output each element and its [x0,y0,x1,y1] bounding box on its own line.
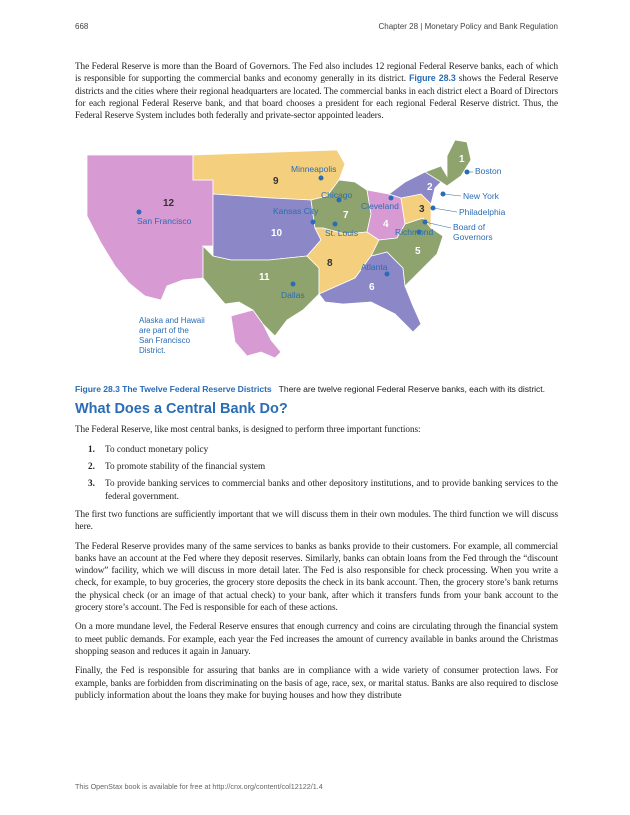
functions-list [75,443,558,502]
cleveland-label: Cleveland [361,201,399,212]
list-text: To provide banking services to commercial banks and other depository institutions, and to provide banking services to the federal government. [105,478,558,501]
dallas-dot [291,282,296,287]
district-number-8: 8 [327,258,333,270]
district-number-7: 7 [343,210,349,222]
functions-lead-paragraph: The Federal Reserve, like most central banks, is designed to perform three important functions: [75,424,421,435]
st-louis-label: St. Louis [325,228,359,239]
district-number-10: 10 [271,228,283,240]
alaska-hawaii-note-line2: are part of the [139,326,189,336]
district-number-2: 2 [427,182,433,194]
alaska-hawaii-note-line4: District. [139,346,166,356]
cleveland-dot [389,196,394,201]
federal-reserve-districts-map [75,128,558,378]
kansas-city-label: Kansas City [273,206,319,217]
alaska-hawaii-note-line1: Alaska and Hawaii [139,316,205,326]
alaska-hawaii-note-line3: San Francisco [139,336,191,346]
body-paragraph: On a more mundane level, the Federal Reserve ensures that enough currency and coins are circulating through the financial system to meet public demands. For example, each year the Fed increases the amount of currency available in banks around the Christmas shopping season and reduces it again in January. [75,621,558,656]
san-francisco-dot [137,210,142,215]
list-number: 3. [88,478,95,489]
minneapolis-label: Minneapolis [291,164,337,175]
new-york-label: New York [463,191,499,202]
district-number-4: 4 [383,219,389,231]
atlanta-dot [385,272,390,277]
board-of-governors-label-line1: Board of [453,222,486,233]
district-number-6: 6 [369,282,375,294]
chicago-label: Chicago [321,190,353,201]
district-number-1: 1 [459,154,465,166]
body-paragraph: The first two functions are sufficiently important that we will discuss them in their own modules. The third function we will discuss here. [75,508,558,532]
district-number-3: 3 [419,204,425,216]
chapter-title: Chapter 28 | Monetary Policy and Bank Regulation [378,22,558,31]
figure-reference-link[interactable]: Figure 28.3 [409,73,456,84]
minneapolis-dot [319,176,324,181]
page-header [75,22,558,36]
list-text: To promote stability of the financial system [105,461,266,472]
list-item [75,460,558,472]
richmond-label: Richmond [395,227,434,238]
caption-text: There are twelve regional Federal Reserve banks, each with its district. [278,384,545,395]
list-text: To conduct monetary policy [105,443,209,454]
kansas-city-dot [311,220,316,225]
district-number-5: 5 [415,246,421,258]
caption-label: Figure 28.3 The Twelve Federal Reserve Districts [75,384,272,395]
body-paragraph: The Federal Reserve provides many of the same services to banks as banks provide to their customers. For example, all commercial banks have an account at the Fed where they deposit reserves. Similarly, banks can obtain loans from the Fed through the “discount window” facility, which we will discuss in more detail later. The Fed is also responsible for check processing. When you write a check, for example, to buy groceries, the grocery store deposits the check in its bank account. Then, the grocery store’s bank returns the physical check (or an image of that actual check) to your bank, after which it transfers funds from your bank account to the grocery store’s account. The Fed is responsible for each of these actions. [75,540,558,613]
atlanta-label: Atlanta [361,262,388,273]
district-10-region [213,194,321,260]
list-item [75,443,558,455]
page-content [75,60,558,708]
district-number-9: 9 [273,176,279,188]
san-francisco-label: San Francisco [137,216,192,227]
board-of-governors-label-line2: Governors [453,232,493,243]
list-number: 1. [88,443,95,454]
body-paragraph: Finally, the Fed is responsible for assuring that banks are in compliance with a wide variety of consumer protection laws. For example, banks are forbidden from discriminating on the basis of age, race, sex, or marital status. Banks are also required to disclose publicly information about the loans they make for buying houses and how they distribute [75,665,558,700]
district-number-11: 11 [259,272,270,284]
st-louis-dot [333,222,338,227]
intro-paragraph: The Federal Reserve is more than the Board of Governors. The Fed also includes 12 regional Federal Reserve banks, each of which is responsible for supporting the commercial banks and economy generally in its district. Figure 28.3 shows the Federal Reserve districts and the cities where their regional headquarters are located. The commercial banks in each district elect a Board of Directors for each regional Federal Reserve bank, and that board chooses a president for each regional Federal Reserve district. Thus, the Federal Reserve System includes both federally and private-sector appointed leaders. [75,61,559,121]
list-number: 2. [88,461,95,472]
section-heading: What Does a Central Bank Do? [75,401,288,418]
list-item [75,477,558,502]
figure-caption [75,384,558,395]
boston-label: Boston [475,166,502,177]
page-number: 668 [75,22,89,31]
philadelphia-label: Philadelphia [459,207,506,218]
dallas-label: Dallas [281,290,305,301]
page-footer: This OpenStax book is available for free at http://cnx.org/content/col12122/1.4 [75,782,323,791]
district-number-12: 12 [163,198,175,210]
